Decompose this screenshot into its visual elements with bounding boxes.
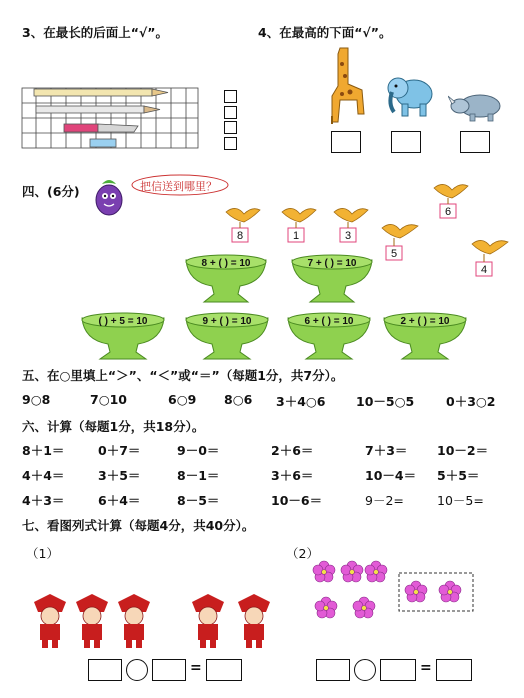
p2-box-1[interactable] — [316, 659, 350, 681]
bowl-top-2-expr: 7 + ( ) = 10 — [307, 258, 357, 269]
mascot-group-left — [28, 592, 168, 650]
bowl-top-1-expr: 8 + ( ) = 10 — [201, 258, 251, 269]
calc-r1-c5: 7＋3＝ — [365, 443, 408, 458]
s5-item-6: 10－5○5 — [356, 394, 415, 409]
mascot-group-right — [186, 592, 282, 650]
s4-title: 四、(6分) — [22, 184, 80, 199]
answer-box-3[interactable] — [224, 121, 237, 134]
calc-r1-c6: 10－2＝ — [437, 443, 489, 458]
calc-r3-c1: 4＋3＝ — [22, 493, 65, 508]
bowl-bottom-1-expr: ( ) + 5 = 10 — [98, 316, 148, 327]
s5-item-7: 0＋3○2 — [446, 394, 496, 409]
elephant-answer-box[interactable] — [391, 131, 421, 153]
calc-r2-c4: 3＋6＝ — [271, 468, 314, 483]
calc-r3-c2: 6＋4＝ — [98, 493, 141, 508]
bird-card-1 — [222, 204, 262, 246]
p2-operator-circle[interactable] — [354, 659, 376, 681]
s5-item-3: 6○9 — [168, 392, 197, 407]
mascot-icon — [34, 594, 66, 648]
p2-box-result[interactable] — [436, 659, 472, 681]
bowl-bottom-2 — [182, 312, 272, 362]
calc-r3-c6: 10－5= — [437, 493, 484, 508]
bird-card-2-number: 1 — [292, 230, 300, 242]
rhino-answer-box[interactable] — [460, 131, 490, 153]
speech-bubble-text: 把信送到哪里？ — [140, 180, 217, 193]
bird-card-3-number: 3 — [344, 230, 352, 242]
calc-r2-c5: 10－4＝ — [365, 468, 417, 483]
s5-item-4: 8○6 — [224, 392, 253, 407]
s5-title: 五、在○里填上“＞”、“＜”或“＝”（每题1分，共7分）。 — [22, 368, 344, 383]
bowl-bottom-3-expr: 6 + ( ) = 10 — [304, 316, 354, 327]
calc-r1-c1: 8＋1＝ — [22, 443, 65, 458]
bird-card-3 — [330, 204, 370, 246]
bowl-bottom-4-expr: 2 + ( ) = 10 — [400, 316, 450, 327]
giraffe-answer-box[interactable] — [331, 131, 361, 153]
eggplant-mascot-icon — [92, 174, 126, 218]
p2-box-2[interactable] — [380, 659, 416, 681]
bird-card-6 — [468, 236, 512, 280]
s5-item-5: 3＋4○6 — [276, 394, 326, 409]
q3-title: 3、在最长的后面上“√”。 — [22, 25, 168, 40]
s5-item-1: 9○8 — [22, 392, 51, 407]
flower-group-left — [312, 560, 388, 626]
bowl-bottom-2-expr: 9 + ( ) = 10 — [202, 316, 252, 327]
rhino-icon — [448, 90, 504, 122]
bird-card-2 — [278, 204, 318, 246]
calc-r1-c3: 9－0＝ — [177, 443, 220, 458]
s5-item-2: 7○10 — [90, 392, 127, 407]
calc-r1-c2: 0＋7＝ — [98, 443, 141, 458]
bird-card-5-number: 6 — [444, 206, 452, 218]
answer-box-4[interactable] — [224, 137, 237, 150]
p1-box-result[interactable] — [206, 659, 242, 681]
calc-r3-c4: 10－6＝ — [271, 493, 323, 508]
calc-r2-c1: 4＋4＝ — [22, 468, 65, 483]
bowl-bottom-3 — [284, 312, 374, 362]
bowl-top-1 — [182, 254, 270, 306]
answer-box-1[interactable] — [224, 90, 237, 103]
p2-equals: = — [420, 660, 432, 676]
calc-r2-c3: 8－1＝ — [177, 468, 220, 483]
s7-title: 七、看图列式计算（每题4分，共40分）。 — [22, 518, 255, 533]
q4-title: 4、在最高的下面“√”。 — [258, 25, 392, 40]
s6-title: 六、计算（每题1分，共18分）。 — [22, 419, 205, 434]
bird-card-6-number: 4 — [480, 264, 488, 276]
p1-operator-circle[interactable] — [126, 659, 148, 681]
p1-label: （1） — [26, 546, 59, 561]
calc-r2-c2: 3＋5＝ — [98, 468, 141, 483]
calc-r1-c4: 2＋6＝ — [271, 443, 314, 458]
pencil-grid — [20, 78, 220, 158]
p1-equals: = — [190, 660, 202, 676]
flower-group-dashed — [398, 572, 474, 612]
bird-card-4-number: 5 — [390, 248, 398, 260]
calc-r3-c3: 8－5＝ — [177, 493, 220, 508]
p1-box-1[interactable] — [88, 659, 122, 681]
p1-box-2[interactable] — [152, 659, 186, 681]
elephant-icon — [384, 70, 436, 120]
bowl-bottom-4 — [380, 312, 470, 362]
giraffe-icon — [318, 44, 374, 126]
bird-card-5 — [430, 180, 470, 222]
bowl-top-2 — [288, 254, 376, 306]
p2-label: （2） — [286, 546, 319, 561]
answer-box-2[interactable] — [224, 106, 237, 119]
bird-card-1-number: 8 — [236, 230, 244, 242]
bird-card-4 — [378, 220, 422, 264]
calc-r2-c6: 5＋5＝ — [437, 468, 480, 483]
bowl-bottom-1 — [78, 312, 168, 362]
calc-r3-c5: 9－2= — [365, 493, 404, 508]
